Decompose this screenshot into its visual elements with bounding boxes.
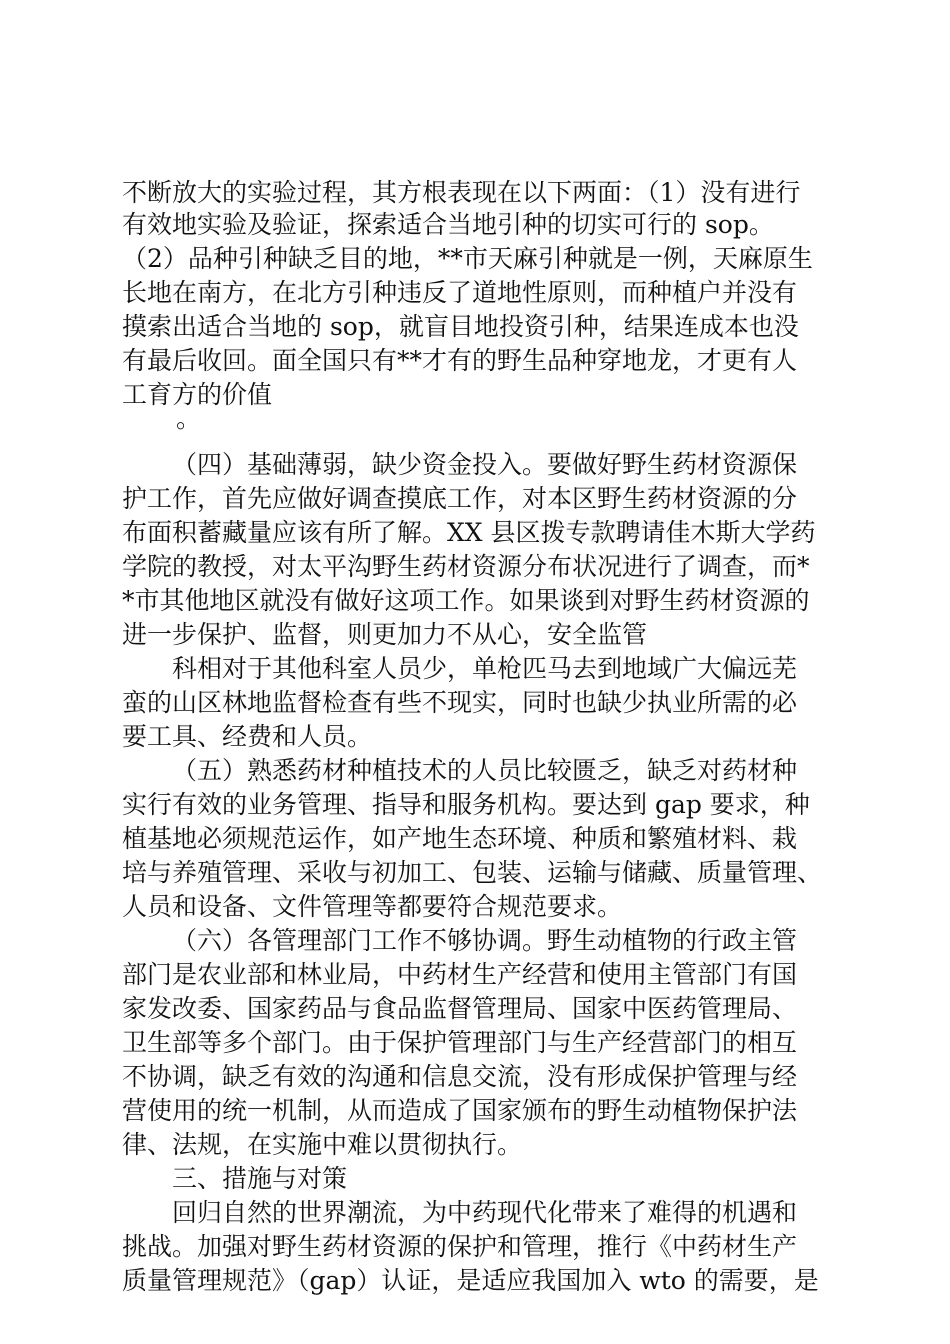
text-line: 进一步保护、监督，则更加力不从心，安全监管 <box>122 620 648 649</box>
text-line: 。 <box>176 404 202 433</box>
text-line: （2）品种引种缺乏目的地，**市天麻引种就是一例，天麻原生 <box>122 244 813 273</box>
text-line: 摸索出适合当地的 sop，就盲目地投资引种，结果连成本也没 <box>122 312 799 341</box>
text-line: 不协调，缺乏有效的沟通和信息交流，没有形成保护管理与经 <box>122 1062 798 1091</box>
text-line: 挑战。加强对野生药材资源的保护和管理，推行《中药材生产 <box>122 1232 798 1261</box>
text-line: 部门是农业部和林业局，中药材生产经营和使用主管部门有国 <box>122 960 798 989</box>
text-line: 学院的教授，对太平沟野生药材资源分布状况进行了调查，而* <box>122 552 810 581</box>
text-line: 律、法规，在实施中难以贯彻执行。 <box>122 1130 523 1159</box>
text-line: 回归自然的世界潮流，为中药现代化带来了难得的机遇和 <box>172 1198 798 1227</box>
text-line: 卫生部等多个部门。由于保护管理部门与生产经营部门的相互 <box>122 1028 798 1057</box>
text-line: 长地在南方，在北方引种违反了道地性原则，而种植户并没有 <box>122 278 798 307</box>
text-line: （六）各管理部门工作不够协调。野生动植物的行政主管 <box>172 926 798 955</box>
text-line: 培与养殖管理、采收与初加工、包装、运输与储藏、质量管理、 <box>122 858 823 887</box>
text-line: 实行有效的业务管理、指导和服务机构。要达到 gap 要求，种 <box>122 790 810 819</box>
text-line: 植基地必须规范运作，如产地生态环境、种质和繁殖材料、栽 <box>122 824 798 853</box>
text-line: *市其他地区就没有做好这项工作。如果谈到对野生药材资源的 <box>122 586 810 615</box>
text-line: 不断放大的实验过程，其方根表现在以下两面：（1）没有进行 <box>122 178 801 207</box>
text-line: 布面积蓄藏量应该有所了解。XX 县区拨专款聘请佳木斯大学药 <box>122 518 816 547</box>
text-line: 营使用的统一机制，从而造成了国家颁布的野生动植物保护法 <box>122 1096 798 1125</box>
text-line: 蛮的山区林地监督检查有些不现实，同时也缺少执业所需的必 <box>122 688 798 717</box>
text-line: 人员和设备、文件管理等都要符合规范要求。 <box>122 892 623 921</box>
text-line: 有效地实验及验证，探索适合当地引种的切实可行的 sop。 <box>122 210 774 239</box>
text-line: 质量管理规范》（gap）认证，是适应我国加入 wto 的需要，是 <box>122 1266 819 1295</box>
text-line: 科相对于其他科室人员少，单枪匹马去到地域广大偏远芜 <box>172 654 798 683</box>
text-line: 工育方的价值 <box>122 380 273 409</box>
section-heading: 三、措施与对策 <box>172 1164 348 1193</box>
text-line: （五）熟悉药材种植技术的人员比较匮乏，缺乏对药材种 <box>172 756 798 785</box>
text-line: 护工作，首先应做好调查摸底工作，对本区野生药材资源的分 <box>122 484 798 513</box>
text-line: 要工具、经费和人员。 <box>122 722 373 751</box>
text-line: 家发改委、国家药品与食品监督管理局、国家中医药管理局、 <box>122 994 798 1023</box>
text-line: 有最后收回。面全国只有**才有的野生品种穿地龙，才更有人 <box>122 346 798 375</box>
text-line: （四）基础薄弱，缺少资金投入。要做好野生药材资源保 <box>172 450 798 479</box>
